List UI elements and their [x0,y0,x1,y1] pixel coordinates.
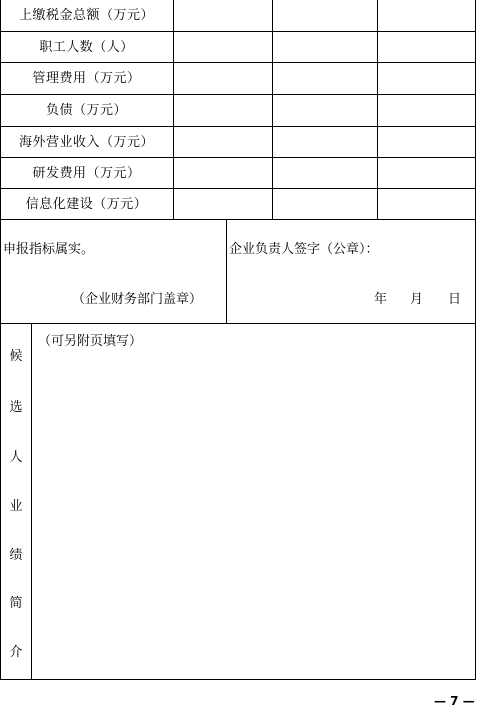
candidate-label-char: 简 [9,596,23,611]
metric-label-liabilities: 负债（万元） [45,103,127,118]
metric-label-it-construction: 信息化建设（万元） [25,197,148,212]
metric-label-management-cost: 管理费用（万元） [32,71,141,86]
metric-label-overseas-revenue: 海外营业收入（万元） [18,135,154,150]
table-line [31,323,32,679]
table-line [377,0,378,219]
candidate-label-char: 介 [9,645,23,660]
metric-label-tax: 上缴税金总额（万元） [18,8,154,23]
candidate-label-char: 业 [9,499,23,514]
table-line [475,0,476,680]
date-day: 日 [448,292,462,307]
table-line [0,323,476,324]
declaration-statement: 申报指标属实。 [3,242,95,257]
metric-label-employees: 职工人数（人） [39,40,134,55]
candidate-label-char: 候 [9,349,23,364]
candidate-label-char: 人 [9,450,23,465]
table-line [226,219,227,323]
page-number: — 7 — [434,694,475,708]
signature-label: 企业负责人签字（公章）： [229,242,379,257]
finance-seal-label: （企业财务部门盖章） [72,292,203,307]
candidate-label-char: 绩 [9,548,23,563]
date-year: 年 [374,292,388,307]
candidate-label-char: 选 [9,400,23,415]
table-line [0,679,476,680]
table-line [272,0,273,219]
metric-label-rd-cost: 研发费用（万元） [32,166,141,181]
date-month: 月 [410,292,424,307]
attachment-note: （可另附页填写） [38,334,143,349]
table-line [173,0,174,219]
